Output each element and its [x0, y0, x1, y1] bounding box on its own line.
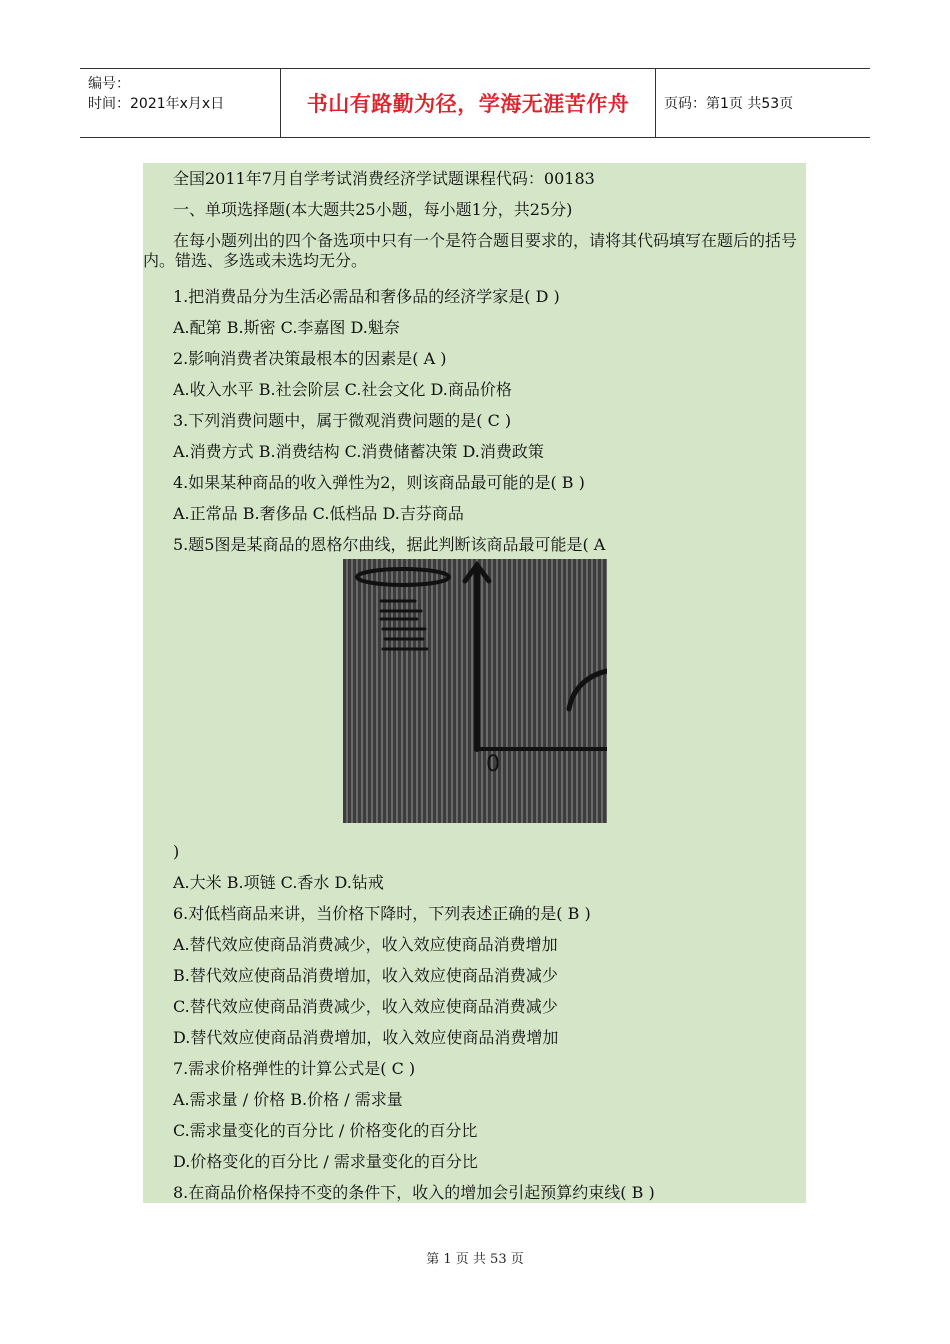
- header-table: [80, 68, 870, 138]
- question-6-option-c: C.替代效应使商品消费减少，收入效应使商品消费减少: [173, 997, 558, 1016]
- question-8: 8.在商品价格保持不变的条件下，收入的增加会引起预算约束线( B ): [173, 1183, 655, 1202]
- question-5: 5.题5图是某商品的恩格尔曲线，据此判断该商品最可能是( A: [173, 535, 606, 554]
- question-1: 1.把消费品分为生活必需品和奢侈品的经济学家是( D ): [173, 287, 560, 306]
- question-7-option-d: D.价格变化的百分比 / 需求量变化的百分比: [173, 1152, 478, 1171]
- question-7-option-c: C.需求量变化的百分比 / 价格变化的百分比: [173, 1121, 478, 1140]
- question-5-options: A.大米 B.项链 C.香水 D.钻戒: [173, 873, 384, 892]
- question-5-close: ): [173, 842, 180, 861]
- header-motto-cell: [280, 69, 656, 137]
- question-6-option-a: A.替代效应使商品消费减少，收入效应使商品消费增加: [173, 935, 558, 954]
- question-2: 2.影响消费者决策最根本的因素是( A ): [173, 349, 447, 368]
- header-page-cell: [655, 69, 870, 137]
- instruction-text: 在每小题列出的四个备选项中只有一个是符合题目要求的，请将其代码填写在题后的括号内。错选、多选或未选均无分。: [143, 231, 798, 270]
- figure-origin-label: 0: [486, 752, 500, 777]
- section-heading: 一、单项选择题(本大题共25小题，每小题1分，共25分): [173, 200, 573, 219]
- question-4-options: A.正常品 B.奢侈品 C.低档品 D.吉芬商品: [173, 504, 464, 523]
- header-left-cell: [80, 69, 280, 137]
- date-label: 时间：2021年x月x日: [88, 96, 225, 112]
- engel-curve: [569, 671, 607, 709]
- document-body: [143, 163, 806, 1203]
- figure-scribble: [381, 601, 427, 649]
- page-info: 页码：第1页 共53页: [664, 96, 794, 112]
- question-7-options-ab: A.需求量 / 价格 B.价格 / 需求量: [173, 1090, 403, 1109]
- exam-title: 全国2011年7月自学考试消费经济学试题课程代码：00183: [173, 169, 595, 188]
- question-6-option-d: D.替代效应使商品消费增加，收入效应使商品消费增加: [173, 1028, 559, 1047]
- figure-scribble: [357, 569, 449, 585]
- question-4: 4.如果某种商品的收入弹性为2，则该商品最可能的是( B ): [173, 473, 585, 492]
- question-3: 3.下列消费问题中，属于微观消费问题的是( C ): [173, 411, 512, 430]
- engel-curve-graph: [343, 559, 607, 823]
- motto: 书山有路勤为径，学海无涯苦作舟: [306, 92, 630, 116]
- question-7: 7.需求价格弹性的计算公式是( C ): [173, 1059, 416, 1078]
- engel-curve-figure: [343, 559, 607, 823]
- number-label: 编号：: [88, 76, 130, 92]
- page-footer: 第 1 页 共 53 页: [426, 1252, 524, 1267]
- question-3-options: A.消费方式 B.消费结构 C.消费储蓄决策 D.消费政策: [173, 442, 544, 461]
- question-6: 6.对低档商品来讲，当价格下降时，下列表述正确的是( B ): [173, 904, 591, 923]
- question-2-options: A.收入水平 B.社会阶层 C.社会文化 D.商品价格: [173, 380, 512, 399]
- question-6-option-b: B.替代效应使商品消费增加，收入效应使商品消费减少: [173, 966, 558, 985]
- question-1-options: A.配第 B.斯密 C.李嘉图 D.魁奈: [173, 318, 400, 337]
